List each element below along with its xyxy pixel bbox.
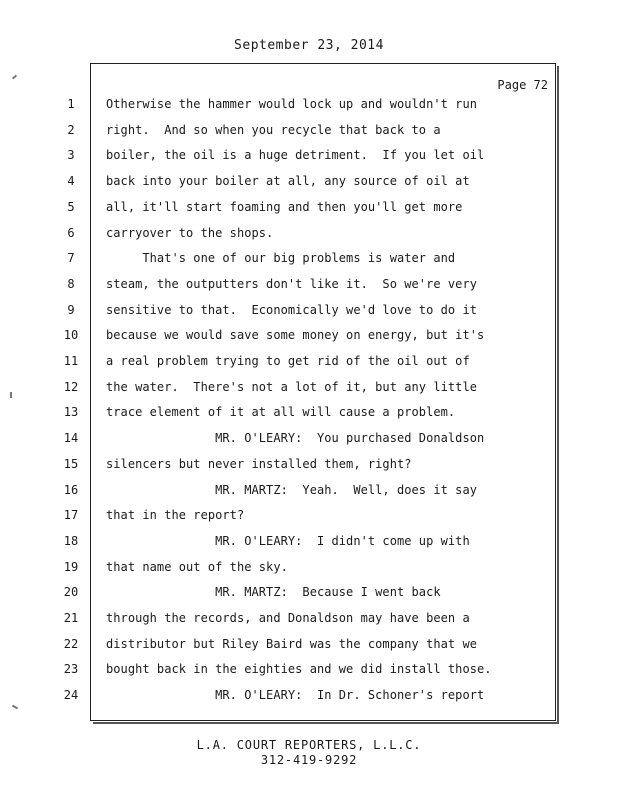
page-number: Page 72	[497, 78, 548, 92]
line-number: 4	[67, 174, 75, 188]
line-text: MR. O'LEARY: I didn't come up with	[106, 534, 470, 548]
line-number: 18	[63, 534, 79, 548]
line-number: 7	[67, 251, 75, 265]
line-text: boiler, the oil is a huge detriment. If you let oil	[106, 148, 485, 162]
line-number: 16	[63, 483, 79, 497]
line-number: 20	[63, 585, 79, 599]
line-text: a real problem trying to get rid of the oil out of	[106, 354, 470, 368]
line-text: MR. O'LEARY: You purchased Donaldson	[106, 431, 485, 445]
line-number: 21	[63, 611, 79, 625]
line-number: 1	[67, 97, 75, 111]
line-text: MR. MARTZ: Because I went back	[106, 585, 441, 599]
footer-phone: 312-419-9292	[260, 753, 358, 767]
line-text: right. And so when you recycle that back to a	[106, 123, 441, 137]
line-number: 12	[63, 380, 79, 394]
transcript-date: September 23, 2014	[234, 38, 384, 53]
line-text: distributor but Riley Baird was the company that we	[106, 637, 478, 651]
line-number: 11	[63, 354, 79, 368]
line-number: 8	[67, 277, 75, 291]
line-text: sensitive to that. Economically we'd love to do it	[106, 303, 478, 317]
line-text: Otherwise the hammer would lock up and wouldn't run	[106, 97, 478, 111]
line-number: 14	[63, 431, 79, 445]
line-number: 15	[63, 457, 79, 471]
line-text: through the records, and Donaldson may have been a	[106, 611, 470, 625]
line-text: that name out of the sky.	[106, 560, 288, 574]
line-number: 22	[63, 637, 79, 651]
line-text: MR. MARTZ: Yeah. Well, does it say	[106, 483, 478, 497]
line-text: That's one of our big problems is water and	[106, 251, 456, 265]
scan-speck	[12, 705, 18, 710]
line-number: 19	[63, 560, 79, 574]
line-text: MR. O'LEARY: In Dr. Schoner's report	[106, 688, 485, 702]
line-text: back into your boiler at all, any source of oil at	[106, 174, 470, 188]
line-number: 9	[67, 303, 75, 317]
line-text: steam, the outputters don't like it. So we're very	[106, 277, 478, 291]
line-text: the water. There's not a lot of it, but any little	[106, 380, 478, 394]
line-text: all, it'll start foaming and then you'll get more	[106, 200, 463, 214]
line-number: 6	[67, 226, 75, 240]
line-number: 10	[63, 328, 79, 342]
line-text: that in the report?	[106, 508, 245, 522]
line-text: bought back in the eighties and we did install those.	[106, 662, 492, 676]
scan-speck	[12, 75, 17, 80]
footer-company: L.A. COURT REPORTERS, L.L.C.	[196, 738, 422, 752]
line-number: 24	[63, 688, 79, 702]
line-text: trace element of it at all will cause a problem.	[106, 405, 456, 419]
line-text: carryover to the shops.	[106, 226, 274, 240]
scan-speck	[10, 392, 12, 398]
line-number: 3	[67, 148, 75, 162]
line-text: silencers but never installed them, right?	[106, 457, 412, 471]
line-number: 2	[67, 123, 75, 137]
line-number: 13	[63, 405, 79, 419]
line-number: 5	[67, 200, 75, 214]
line-text: because we would save some money on energy, but it's	[106, 328, 485, 342]
line-number: 17	[63, 508, 79, 522]
line-number: 23	[63, 662, 79, 676]
